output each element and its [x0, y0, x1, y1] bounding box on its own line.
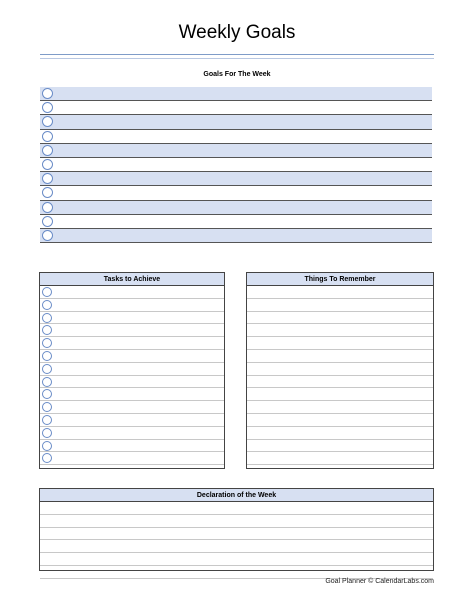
- goal-row[interactable]: [40, 172, 432, 186]
- task-row[interactable]: [40, 376, 224, 389]
- checkbox-circle-icon[interactable]: [42, 187, 53, 198]
- goal-row[interactable]: [40, 101, 432, 115]
- checkbox-circle-icon[interactable]: [42, 389, 52, 399]
- footer-credit: Goal Planner © CalendarLabs.com: [325, 578, 434, 585]
- goals-list: [40, 87, 432, 243]
- checkbox-circle-icon[interactable]: [42, 402, 52, 412]
- remember-row[interactable]: [247, 388, 433, 401]
- remember-row[interactable]: [247, 286, 433, 299]
- checkbox-circle-icon[interactable]: [42, 145, 53, 156]
- task-row[interactable]: [40, 440, 224, 453]
- task-row[interactable]: [40, 363, 224, 376]
- remember-row[interactable]: [247, 337, 433, 350]
- task-row[interactable]: [40, 388, 224, 401]
- tasks-panel: [39, 272, 225, 469]
- checkbox-circle-icon[interactable]: [42, 351, 52, 361]
- tasks-heading: Tasks to Achieve: [40, 273, 224, 286]
- declaration-lines: [40, 502, 433, 579]
- task-row[interactable]: [40, 350, 224, 363]
- checkbox-circle-icon[interactable]: [42, 415, 52, 425]
- remember-row[interactable]: [247, 363, 433, 376]
- checkbox-circle-icon[interactable]: [42, 338, 52, 348]
- declaration-line[interactable]: [40, 515, 433, 528]
- remember-row[interactable]: [247, 376, 433, 389]
- checkbox-circle-icon[interactable]: [42, 428, 52, 438]
- remember-row[interactable]: [247, 401, 433, 414]
- task-row[interactable]: [40, 286, 224, 299]
- task-row[interactable]: [40, 427, 224, 440]
- tasks-list: [40, 286, 224, 465]
- remember-list: [247, 286, 433, 465]
- declaration-line[interactable]: [40, 502, 433, 515]
- declaration-heading: Declaration of the Week: [40, 489, 433, 502]
- remember-row[interactable]: [247, 324, 433, 337]
- task-row[interactable]: [40, 299, 224, 312]
- goal-row[interactable]: [40, 87, 432, 101]
- task-row[interactable]: [40, 337, 224, 350]
- checkbox-circle-icon[interactable]: [42, 325, 52, 335]
- task-row[interactable]: [40, 452, 224, 465]
- page-title: Weekly Goals: [178, 22, 296, 43]
- declaration-panel: [39, 488, 434, 571]
- checkbox-circle-icon[interactable]: [42, 216, 53, 227]
- goal-row[interactable]: [40, 186, 432, 200]
- remember-panel: [246, 272, 434, 469]
- checkbox-circle-icon[interactable]: [42, 131, 53, 142]
- title-rule-top: [40, 54, 434, 55]
- checkbox-circle-icon[interactable]: [42, 88, 53, 99]
- remember-row[interactable]: [247, 414, 433, 427]
- checkbox-circle-icon[interactable]: [42, 441, 52, 451]
- goal-row[interactable]: [40, 229, 432, 243]
- checkbox-circle-icon[interactable]: [42, 230, 53, 241]
- goal-row[interactable]: [40, 115, 432, 129]
- checkbox-circle-icon[interactable]: [42, 364, 52, 374]
- checkbox-circle-icon[interactable]: [42, 202, 53, 213]
- goal-row[interactable]: [40, 158, 432, 172]
- remember-row[interactable]: [247, 452, 433, 465]
- checkbox-circle-icon[interactable]: [42, 159, 53, 170]
- remember-row[interactable]: [247, 299, 433, 312]
- goal-row[interactable]: [40, 144, 432, 158]
- remember-row[interactable]: [247, 312, 433, 325]
- checkbox-circle-icon[interactable]: [42, 287, 52, 297]
- declaration-line[interactable]: [40, 566, 433, 579]
- checkbox-circle-icon[interactable]: [42, 377, 52, 387]
- declaration-line[interactable]: [40, 528, 433, 541]
- checkbox-circle-icon[interactable]: [42, 173, 53, 184]
- checkbox-circle-icon[interactable]: [42, 102, 53, 113]
- checkbox-circle-icon[interactable]: [42, 116, 53, 127]
- task-row[interactable]: [40, 312, 224, 325]
- goal-row[interactable]: [40, 215, 432, 229]
- declaration-line[interactable]: [40, 553, 433, 566]
- goals-heading: Goals For The Week: [203, 71, 271, 78]
- task-row[interactable]: [40, 324, 224, 337]
- checkbox-circle-icon[interactable]: [42, 313, 52, 323]
- title-rule-bottom: [40, 58, 434, 59]
- declaration-line[interactable]: [40, 540, 433, 553]
- checkbox-circle-icon[interactable]: [42, 300, 52, 310]
- task-row[interactable]: [40, 401, 224, 414]
- remember-heading: Things To Remember: [247, 273, 433, 286]
- remember-row[interactable]: [247, 427, 433, 440]
- remember-row[interactable]: [247, 350, 433, 363]
- checkbox-circle-icon[interactable]: [42, 453, 52, 463]
- task-row[interactable]: [40, 414, 224, 427]
- goal-row[interactable]: [40, 201, 432, 215]
- remember-row[interactable]: [247, 440, 433, 453]
- goal-row[interactable]: [40, 130, 432, 144]
